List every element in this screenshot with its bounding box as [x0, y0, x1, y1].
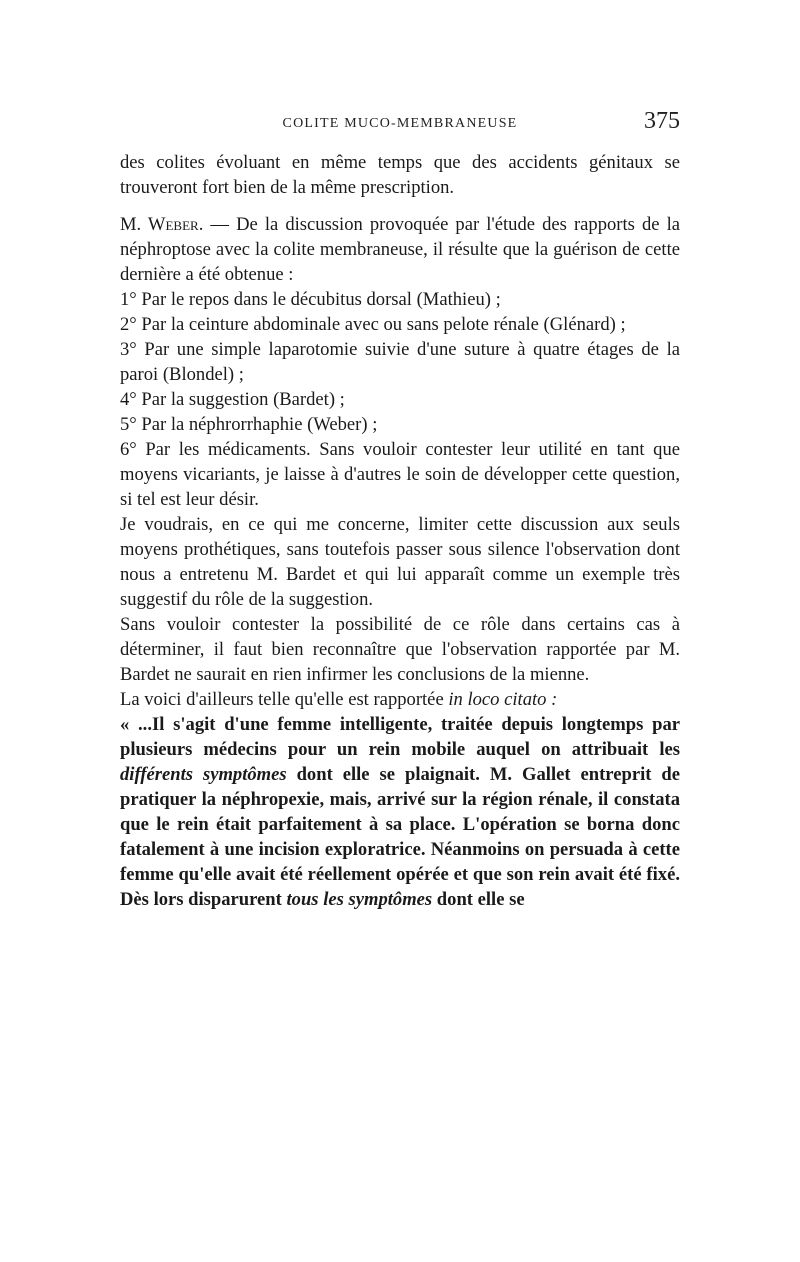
body-text: [120, 150, 680, 912]
running-title: COLITE MUCO-MEMBRANEUSE: [282, 116, 518, 131]
quote-part-3: dont elle se: [432, 889, 525, 910]
list-item-5: 5° Par la néphrorrhaphie (Weber) ;: [120, 414, 378, 435]
page-number: 375: [644, 108, 680, 134]
list-item-1: 1° Par le repos dans le décubitus dorsal (Mathieu) ;: [120, 289, 501, 310]
quote-part-2: dont elle se plaignait. M. Gallet entreprit de pratiquer la néphropexie, mais, arrivé sur la région rénale, il constata que le rein était parfaitement à sa place. L'opération se borna donc fatalement à une incision exploratrice. Néanmoins on persuada à cette femme qu'elle avait été réellement opérée et que son rein avait été fixé. Dès lors disparurent: [120, 764, 680, 910]
list-item-4: 4° Par la suggestion (Bardet) ;: [120, 389, 345, 410]
paragraph-continuation: des colites évoluant en même temps que des accidents génitaux se trouveront fort bien de la même prescription.: [120, 152, 680, 198]
quote-part-1: « ...Il s'agit d'une femme intelligente, traitée depuis longtemps par plusieurs médecins pour un rein mobile auquel on attribuait les: [120, 714, 680, 760]
paragraph-prothetiques: Je voudrais, en ce qui me concerne, limiter cette discussion aux seuls moyens prothétiques, sans toutefois passer sous silence l'observation dont nous a entretenu M. Bardet et qui lui apparaît comme un exemple très suggestif du rôle de la suggestion.: [120, 514, 680, 610]
quoted-observation: [120, 712, 680, 912]
paragraph-voici-text: La voici d'ailleurs telle qu'elle est rapportée: [120, 689, 449, 710]
quote-italic-2: tous les symptômes: [286, 889, 433, 910]
list-item-2: 2° Par la ceinture abdominale avec ou sans pelote rénale (Glénard) ;: [120, 314, 626, 335]
quote-italic-1: différents symptômes: [120, 764, 287, 785]
citation-italic: in loco citato :: [448, 689, 558, 710]
paragraph-possibilite: Sans vouloir contester la possibilité de ce rôle dans certains cas à déterminer, il faut bien reconnaître que l'observation rapportée par M. Bardet ne saurait en rien infirmer les conclusions de la mienne.: [120, 614, 680, 685]
paragraph-weber-text: — De la discussion provoquée par l'étude des rapports de la néphroptose avec la colite membraneuse, il résulte que la guérison de cette dernière a été obtenue :: [120, 214, 680, 285]
paragraph-voici: [120, 687, 680, 712]
list-item-3: 3° Par une simple laparotomie suivie d'une suture à quatre étages de la paroi (Blondel) ;: [120, 339, 680, 385]
list-item-6: 6° Par les médicaments. Sans vouloir contester leur utilité en tant que moyens vicariants, je laisse à d'autres le soin de développer cette question, si tel est leur désir.: [120, 439, 680, 510]
paragraph-weber: [120, 212, 680, 287]
speaker-name: M. Weber.: [120, 214, 204, 235]
